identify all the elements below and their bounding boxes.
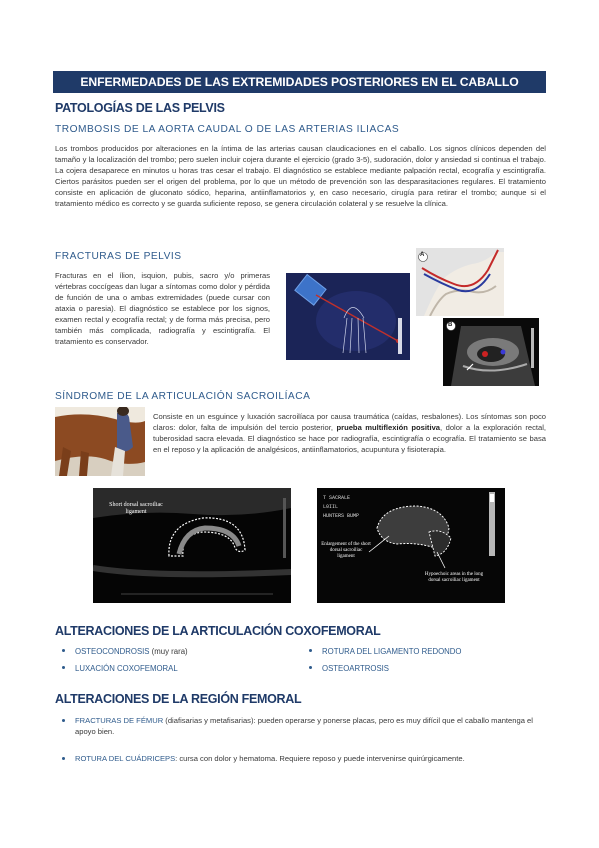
thrombosis-subheading: TROMBOSIS DE LA AORTA CAUDAL O DE LAS ARTERIAS ILIACAS: [55, 124, 400, 135]
horse-examination-photo: [55, 407, 145, 476]
list-item: ROTURA DEL LIGAMENTO REDONDO: [309, 647, 462, 656]
sacroiliac-subheading: SÍNDROME DE LA ARTICULACIÓN SACROILÍACA: [55, 391, 311, 402]
hypoechoic-label: Hypoechoic areas in the long dorsal sacroiliac ligament: [424, 572, 484, 583]
bullet-icon: [62, 757, 65, 760]
short-dorsal-ligament-label: Short dorsal sacroiliac ligament: [109, 502, 163, 515]
bullet-icon: [62, 666, 65, 669]
bullet-icon: [309, 649, 312, 652]
image-label-b: B: [448, 322, 453, 328]
ultrasound-header: T SACRALE L0IIL HUNTERS BUMP: [323, 495, 360, 519]
page-banner: ENFERMEDADES DE LAS EXTREMIDADES POSTERIORES EN EL CABALLO: [53, 71, 546, 93]
sacroiliac-ultrasound-left: [93, 488, 291, 603]
list-item: OSTEOCONDROSIS (muy rara): [62, 647, 188, 656]
bullet-icon: [309, 666, 312, 669]
coxofemoral-heading: ALTERACIONES DE LA ARTICULACIÓN COXOFEMORAL: [55, 624, 381, 638]
list-item: FRACTURAS DE FÉMUR (diafisarias y metafisarias): pueden operarse y ponerse placas, pero es muy difícil que el caballo mantenga el apoyo bien.: [62, 715, 548, 737]
pelvis-heading: PATOLOGÍAS DE LAS PELVIS: [55, 101, 225, 115]
sacroiliac-ultrasound-right: [317, 488, 505, 603]
bullet-icon: [62, 649, 65, 652]
enlargement-label: Enlargement of the short dorsal sacroiliac ligament: [321, 542, 371, 559]
fractures-text: Fracturas en el ílion, isquion, pubis, sacro y/o primeras vértebras coccígeas dan lugar a síntomas como dolor y pérdida de función de una o ambas extremidades (puede cursar con ataxia o paresia). El diagnóstico se establece por los signos, examen rectal y ecografía rectal; y de forma más precisa, pero también más complicada, radiografía y escintigrafía. El tratamiento es conservador.: [55, 271, 270, 346]
image-label-a: A: [420, 252, 425, 258]
femoral-heading: ALTERACIONES DE LA REGIÓN FEMORAL: [55, 692, 302, 706]
list-item: ROTURA DEL CUÁDRICEPS: cursa con dolor y hematoma. Requiere reposo y puede intervenirse quirúrgicamente.: [62, 753, 548, 764]
sacroiliac-text: Consiste en un esguince y luxación sacroilíaca por causa traumática (caídas, resbalones). Los síntomas son poco claros: dolor, falta de impulsión del tercio posterior, prueba multiflexión positiva, dolor a la exploración rectal, tuberosidad sacra elevada. El diagnóstico se hace por radiografía, escintigrafía o ecografía. El tratamiento se basa en el reposo y la aplicación de analgésicos, antiinflamatorios, acupuntura y fisioterapia.: [153, 412, 546, 454]
thrombosis-specimen-image: [416, 248, 504, 316]
list-item: LUXACIÓN COXOFEMORAL: [62, 664, 178, 673]
thrombosis-text: Los trombos producidos por alteraciones en la íntima de las arterias causan claudicaciones en el caballo. Los signos clínicos dependen del tamaño y la localización del trombo; pero suelen incluir cojera durante el ejercicio (grado 3-5), sudoración, dolor y ansiedad si continua el trabajo. La cojera desaparece en minutos u horas tras cesar el trabajo. El diagnóstico se establece mediante palpación rectal, ecografía y escintigrafía. Ciertos parásitos pueden ser el origen del problema, por lo que un método de prevención son las desparasitaciones regulares. El tratamiento consiste en aplicación de gluconato sódico, heparina, antiinflamatorios y, en caso necesario, cirugía para retirar el trombo; aunque si el tratamiento médico es correcto y se guarda suficiente reposo, se genera circulación colateral y se resuelve la clínica.: [55, 144, 546, 208]
multiflexion-emphasis: prueba multiflexión positiva: [336, 423, 441, 432]
list-item: OSTEOARTROSIS: [309, 664, 389, 673]
bullet-icon: [62, 719, 65, 722]
pelvis-xray-schematic-image: [286, 273, 410, 360]
fractures-subheading: FRACTURAS DE PELVIS: [55, 251, 182, 262]
thrombosis-ultrasound-image: [443, 318, 539, 386]
